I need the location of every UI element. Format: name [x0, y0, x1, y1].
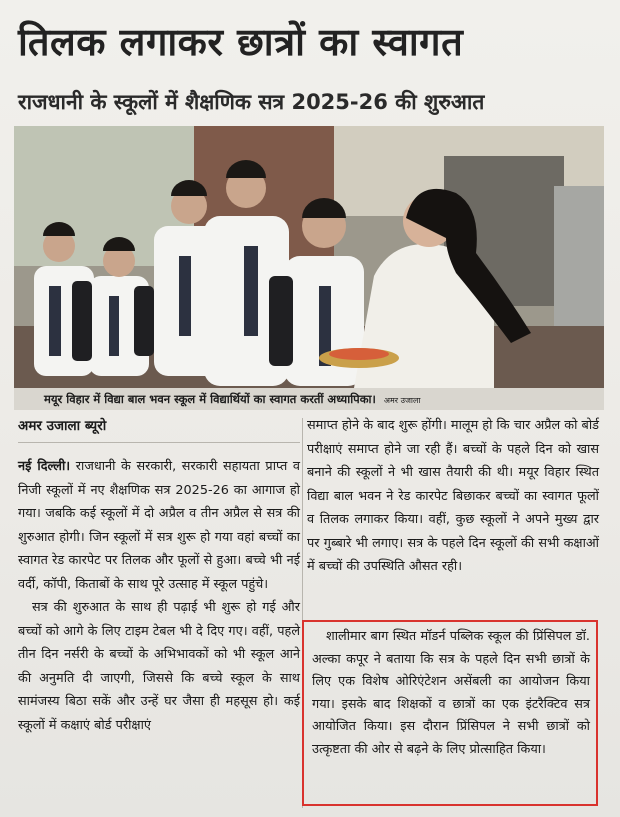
right-column	[307, 414, 599, 579]
news-photo	[14, 126, 604, 388]
left-paragraph-1-text: राजधानी के सरकारी, सरकारी सहायता प्राप्त व निजी स्कूलों में नए शैक्षणिक सत्र 2025-26 का आगाज हो गया। जबकि कई स्कूलों में दो अप्रैल व तीन अप्रैल से सत्र की शुरुआत होगी। जिन स्कूलों में सत्र शुरू हो गया वहां बच्चों का स्वागत रेड कारपेट पर तिलक और फूलों से हुआ। बच्चे भी नई वर्दी, कॉपी, किताबों के साथ पूरे उत्साह में स्कूल पहुंचे।	[18, 459, 301, 592]
students-welcome-photo	[14, 126, 604, 388]
byline: अमर उजाला ब्यूरो	[18, 414, 300, 443]
subheadline: राजधानी के स्कूलों में शैक्षणिक सत्र 2025-26 की शुरुआत	[18, 90, 485, 114]
photo-credit: अमर उजाला	[383, 396, 421, 405]
highlighted-paragraph: शालीमार बाग स्थित मॉडर्न पब्लिक स्कूल की प्रिंसिपल डॉ. अल्का कपूर ने बताया कि सत्र के पहले दिन सभी छात्रों के लिए एक विशेष ओरिएंटेशन असेंबली का आयोजन किया गया। इसके बाद शिक्षकों व छात्रों का एक इंटरैक्टिव सत्र आयोजित किया। इस दौरान प्रिंसिपल ने सभी छात्रों को उत्कृष्टता की ओर से बढ़ने के लिए प्रोत्साहित किया।	[312, 629, 590, 757]
left-paragraph-2: सत्र की शुरुआत के साथ ही पढ़ाई भी शुरू हो गई और बच्चों को आगे के लिए टाइम टेबल भी दे दिए गए। वहीं, पहले तीन दिन नर्सरी के बच्चों के अभिभावकों को भी स्कूल आने की अनुमति दी जाएगी, जिससे कि बच्चे स्कूल के साथ सामंजस्य बिठा सकें और उन्हें घर जैसा ही महसूस हो। कई स्कूलों में कक्षाएं बोर्ड परीक्षाएं	[18, 600, 300, 733]
left-column	[18, 414, 300, 737]
dateline: नई दिल्ली।	[18, 459, 71, 474]
photo-caption-text: मयूर विहार में विद्या बाल भवन स्कूल में विद्यार्थियों का स्वागत करतीं अध्यापिका।	[44, 392, 376, 406]
highlighted-paragraph-box	[302, 620, 598, 806]
right-paragraph-1: समाप्त होने के बाद शुरू होंगी। मालूम हो कि चार अप्रैल को बोर्ड परीक्षाएं समाप्त होने जा रही हैं। बच्चों के पहले दिन को खास बनाने की स्कूलों ने भी खास तैयारी की थी। मयूर विहार स्थित विद्या बाल भवन ने रेड कारपेट बिछाकर बच्चों का स्वागत फूलों व तिलक लगाकर किया। वहीं, कुछ स्कूलों ने अपने मुख्य द्वार पर गुब्बारे भी लगाए। सत्र के पहले दिन स्कूलों की सभी कक्षाओं में बच्चों की उपस्थिति औसत रही।	[307, 418, 599, 574]
photo-caption	[14, 388, 604, 410]
headline: तिलक लगाकर छात्रों का स्वागत	[18, 20, 464, 64]
left-paragraph-1	[18, 455, 300, 596]
